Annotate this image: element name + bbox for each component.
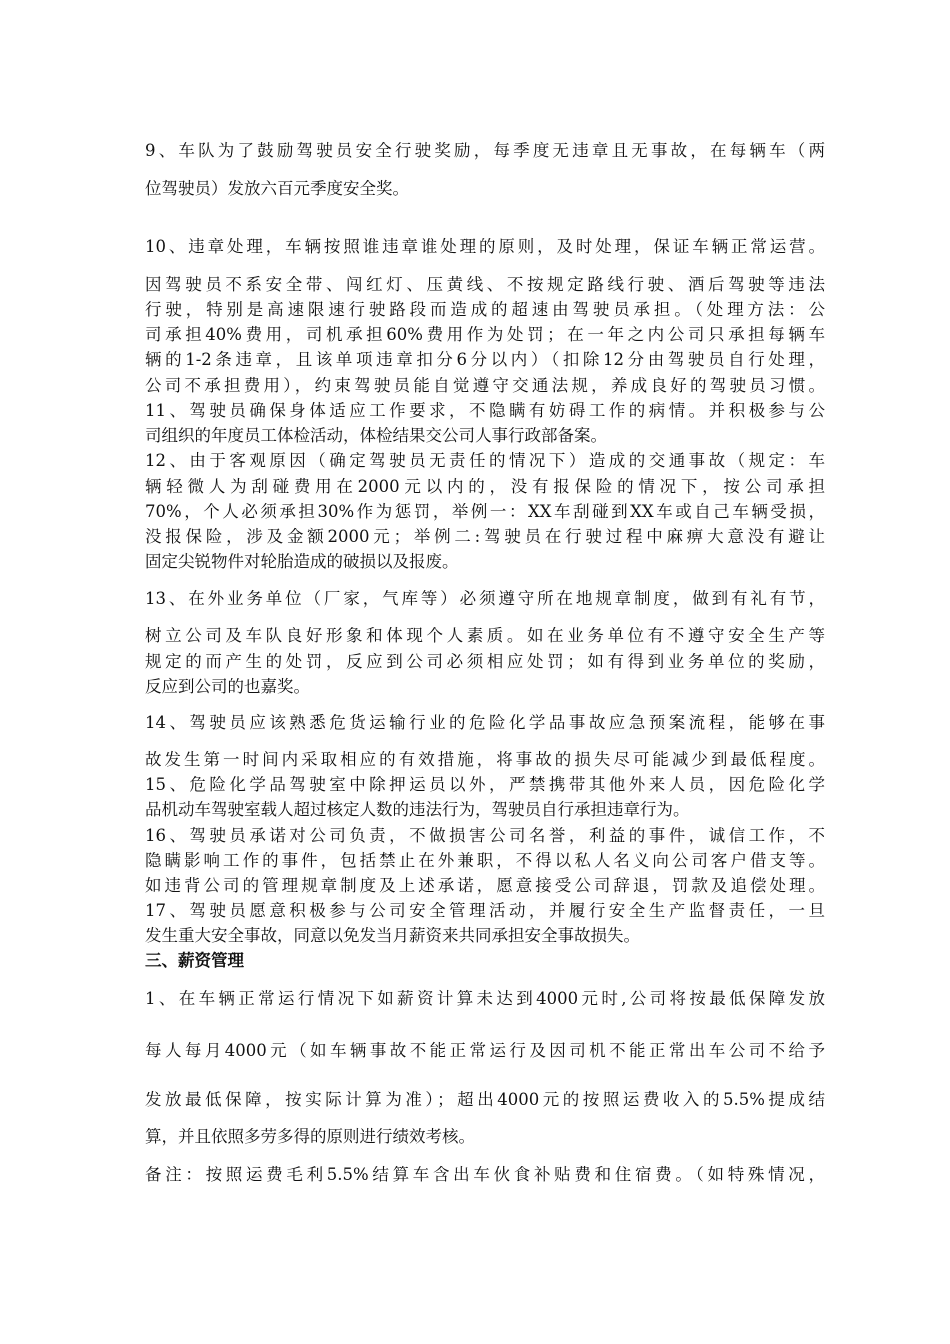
text-line: 行驶，特别是高速限速行驶路段而造成的超速由驾驶员承担。（处理方法：公 <box>145 300 825 319</box>
text-line: 辆的1-2条违章，且该单项违章扣分6分以内）（扣除12分由驾驶员自行处理， <box>145 350 825 369</box>
text-line: 因驾驶员不系安全带、闯红灯、压黄线、不按规定路线行驶、酒后驾驶等违法 <box>145 275 825 294</box>
text-line: 发放最低保障，按实际计算为准）；超出4000元的按照运费收入的5.5%提成结 <box>145 1090 825 1109</box>
text-line: 规定的而产生的处罚，反应到公司必须相应处罚；如有得到业务单位的奖励， <box>145 652 825 671</box>
text-line: 12、由于客观原因（确定驾驶员无责任的情况下）造成的交通事故（规定：车 <box>145 451 825 470</box>
text-line: 15、危险化学品驾驶室中除押运员以外，严禁携带其他外来人员，因危险化学 <box>145 775 825 794</box>
text-line: 13、在外业务单位（厂家，气库等）必须遵守所在地规章制度，做到有礼有节， <box>145 589 825 608</box>
text-line: 固定尖锐物件对轮胎造成的破损以及报废。 <box>145 552 459 571</box>
text-line: 70%，个人必须承担30%作为惩罚，举例一：XX车刮碰到XX车或自己车辆受损， <box>145 502 825 521</box>
text-line: 每人每月4000元（如车辆事故不能正常运行及因司机不能正常出车公司不给予 <box>145 1041 825 1060</box>
text-line: 16、驾驶员承诺对公司负责，不做损害公司名誉，利益的事件，诚信工作，不 <box>145 826 825 845</box>
text-line: 发生重大安全事故，同意以免发当月薪资来共同承担安全事故损失。 <box>145 926 640 945</box>
text-line: 品机动车驾驶室载人超过核定人数的违法行为，驾驶员自行承担违章行为。 <box>145 800 690 819</box>
text-line: 司组织的年度员工体检活动，体检结果交公司人事行政部备案。 <box>145 426 607 445</box>
text-line: 如违背公司的管理规章制度及上述承诺，愿意接受公司辞退，罚款及追偿处理。 <box>145 876 825 895</box>
text-line: 1、在车辆正常运行情况下如薪资计算未达到4000元时,公司将按最低保障发放 <box>145 989 825 1008</box>
text-line: 11、驾驶员确保身体适应工作要求，不隐瞒有妨碍工作的病情。并积极参与公 <box>145 401 825 420</box>
text-line: 司承担40%费用，司机承担60%费用作为处罚；在一年之内公司只承担每辆车 <box>145 325 825 344</box>
section-heading: 三、薪资管理 <box>145 951 244 970</box>
text-line: 位驾驶员）发放六百元季度安全奖。 <box>145 179 409 198</box>
text-line: 公司不承担费用），约束驾驶员能自觉遵守交通法规，养成良好的驾驶员习惯。 <box>145 376 825 395</box>
text-line: 辆轻微人为刮碰费用在2000元以内的，没有报保险的情况下，按公司承担 <box>145 477 825 496</box>
text-line: 没报保险，涉及金额2000元；举例二:驾驶员在行驶过程中麻痹大意没有避让 <box>145 527 825 546</box>
text-line: 备注：按照运费毛利5.5%结算车含出车伙食补贴费和住宿费。（如特殊情况， <box>145 1165 825 1184</box>
text-line: 树立公司及车队良好形象和体现个人素质。如在业务单位有不遵守安全生产等 <box>145 626 825 645</box>
text-line: 算，并且依照多劳多得的原则进行绩效考核。 <box>145 1127 475 1146</box>
text-line: 隐瞒影响工作的事件，包括禁止在外兼职，不得以私人名义向公司客户借支等。 <box>145 851 825 870</box>
text-line: 17、驾驶员愿意积极参与公司安全管理活动，并履行安全生产监督责任，一旦 <box>145 901 825 920</box>
text-line: 10、违章处理，车辆按照谁违章谁处理的原则，及时处理，保证车辆正常运营。 <box>145 237 825 256</box>
text-line: 故发生第一时间内采取相应的有效措施，将事故的损失尽可能减少到最低程度。 <box>145 750 825 769</box>
text-line: 14、驾驶员应该熟悉危货运输行业的危险化学品事故应急预案流程，能够在事 <box>145 713 825 732</box>
text-line: 反应到公司的也嘉奖。 <box>145 677 310 696</box>
text-line: 9、车队为了鼓励驾驶员安全行驶奖励，每季度无违章且无事故，在每辆车（两 <box>145 141 825 160</box>
